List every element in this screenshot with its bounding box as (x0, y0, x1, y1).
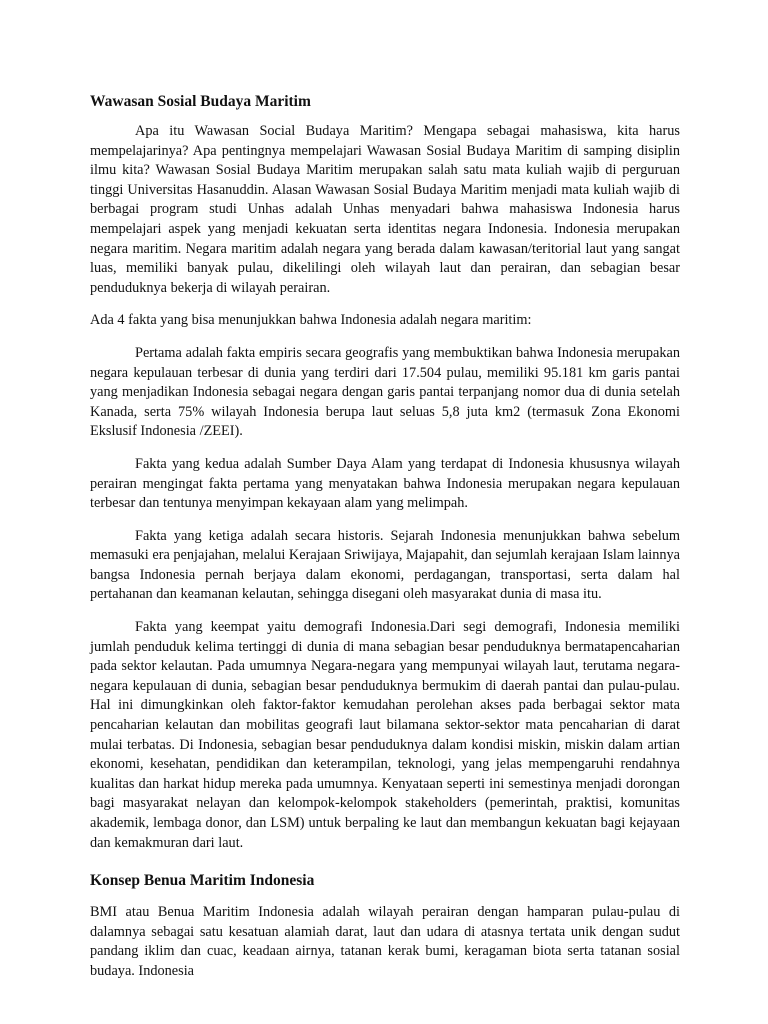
paragraph-fact-1: Pertama adalah fakta empiris secara geografis yang membuktikan bahwa Indonesia merupakan negara kepulauan terbesar di dunia yang terdiri dari 17.504 pulau, memiliki 95.181 km garis pantai yang menjadikan Indonesia sebagai negara dengan garis pantai terpanjang nomor dua di dunia setelah Kanada, serta 75% wilayah Indonesia berupa laut seluas 5,8 juta km2 (termasuk Zona Ekonomi Ekslusif Indonesia /ZEEI). (90, 344, 680, 440)
paragraph-bmi: BMI atau Benua Maritim Indonesia adalah wilayah perairan dengan hamparan pulau-pulau di dalamnya sebagai satu kesatuan alamiah darat, laut dan udara di atasnya tertata unik dengan sudut pandang iklim dan cuac, keadaan airnya, tatanan kerak bumi, keragaman biota serta tatanan sosial budaya. Indonesia (90, 904, 680, 979)
paragraph-facts-lead: Ada 4 fakta yang bisa menunjukkan bahwa Indonesia adalah negara maritim: (90, 312, 532, 329)
paragraph-fact-4: Fakta yang keempat yaitu demografi Indonesia.Dari segi demografi, Indonesia memiliki jumlah penduduk kelima tertinggi di dunia di mana sebagian besar penduduknya bermatapencaharian pada sektor kelautan. Pada umumnya Negara-negara yang mempunyai wilayah laut, terutama negara-negara kepulauan di dunia, sebagian besar penduduknya bermukim di daerah pantai dan pulau-pulau. Hal ini dimungkinkan oleh faktor-faktor kemudahan perolehan akses pada berbagai sektor mata pencaharian kelautan dan mobilitas geografi laut bilamana sektor-sektor mata pencaharian di darat mulai terbatas. Di Indonesia, sebagian besar penduduknya dalam kondisi miskin, miskin dalam artian ekonomi, kesehatan, pendidikan dan keterampilan, teknologi, yang jelas mempengaruhi rendahnya kualitas dan harkat hidup mereka pada umumnya. Kenyataan seperti ini semestinya menjadi dorongan bagi masyarakat nelayan dan kelompok-kelompok stakeholders (pemerintah, praktisi, komunitas akademik, lembaga donor, dan LSM) untuk berpaling ke laut dan membangun kekuatan bagi kejayaan dan kemakmuran dari laut. (90, 619, 680, 851)
paragraph-intro: Apa itu Wawasan Social Budaya Maritim? Mengapa sebagai mahasiswa, kita harus mempelajarinya? Apa pentingnya mempelajari Wawasan Sosial Budaya Maritim di samping disiplin ilmu kita? Wawasan Sosial Budaya Maritim merupakan salah satu mata kuliah wajib di perguruan tinggi Universitas Hasanuddin. Alasan Wawasan Sosial Budaya Maritim menjadi mata kuliah wajib di berbagai program studi Unhas adalah Unhas menyadari bahwa mahasiswa Indonesia harus mempelajari aspek yang menjadi kekuatan serta identitas negara Indonesia. Indonesia merupakan negara maritim. Negara maritim adalah negara yang berada dalam kawasan/teritorial laut yang sangat luas, memiliki banyak pulau, dikelilingi oleh wilayah laut dan perairan, dan sebagian besar penduduknya bekerja di wilayah perairan. (90, 123, 680, 296)
paragraph-fact-3: Fakta yang ketiga adalah secara historis. Sejarah Indonesia menunjukkan bahwa sebelum memasuki era penjajahan, melalui Kerajaan Sriwijaya, Majapahit, dan sejumlah kerajaan Islam lainnya bangsa Indonesia pernah berjaya dalam ekonomi, perdagangan, transportasi, serta dalam hal pertahanan dan keamanan kelautan, sehingga disegani oleh masyarakat dunia di masa itu. (90, 527, 680, 603)
section-title-konsep: Konsep Benua Maritim Indonesia (90, 872, 315, 890)
paragraph-fact-2: Fakta yang kedua adalah Sumber Daya Alam yang terdapat di Indonesia khususnya wilayah perairan mengingat fakta pertama yang menyatakan bahwa Indonesia merupakan negara kepulauan terbesar dan tentunya menyimpan kekayaan alam yang melimpah. (90, 455, 680, 512)
section-title-wawasan: Wawasan Sosial Budaya Maritim (90, 93, 311, 110)
